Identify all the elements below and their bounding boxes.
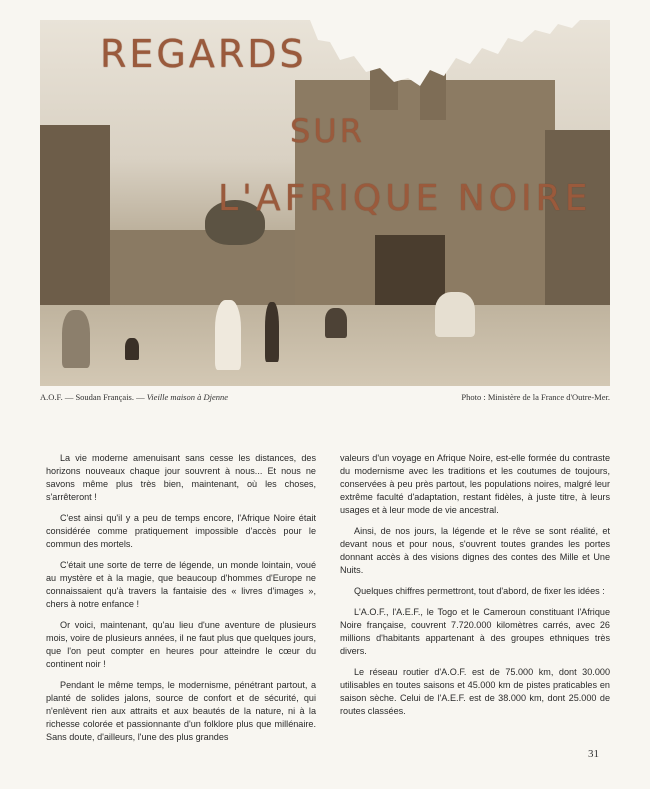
torn-paper-edge <box>310 20 580 90</box>
photo-figure <box>215 300 241 370</box>
photo-credit: Photo : Ministère de la France d'Outre-Mer. <box>461 392 610 402</box>
photo-figure <box>325 308 347 338</box>
paragraph: Pendant le même temps, le modernisme, pénétrant partout, a planté de solides jalons, source de confort et de sécurité, qui n'enlèvent rien aux attraits et aux beautés de la nature, ni à la richesse colorée et passionnante d'un folklore plus que millénaire. Sans doute, d'ailleurs, l'une des plus grandes <box>46 680 316 742</box>
paragraph: C'est ainsi qu'il y a peu de temps encore, l'Afrique Noire était considérée comme pratiquement impossible d'accès pour le commun des mortels. <box>46 513 316 549</box>
photo-figure <box>62 310 90 368</box>
photo-caption <box>40 392 228 402</box>
headline-line-3: L'AFRIQUE NOIRE <box>218 178 592 219</box>
photo-figure <box>435 292 475 337</box>
caption-title: Vieille maison à Djenne <box>146 392 229 402</box>
photo-figure <box>265 302 279 362</box>
headline-line-1: REGARDS <box>100 32 307 76</box>
photo-building-left <box>40 125 110 325</box>
text-column-right <box>340 452 610 726</box>
caption-location: A.O.F. — Soudan Français. — <box>40 392 147 402</box>
headline-line-2: SUR <box>290 112 365 150</box>
paragraph: La vie moderne amenuisant sans cesse les distances, des horizons nouveaux chaque jour souvrent à nous... Et nous ne savons même plus très bien, maintenant, où les choses, s'arrêteront ! <box>46 453 316 502</box>
paragraph: C'était une sorte de terre de légende, un monde lointain, voué au mystère et à la magie, que beaucoup d'hommes d'Europe ne connaissaient qu'à travers la fantaisie des « livres d'images », chers à notre enfance ! <box>46 560 316 609</box>
paragraph: Quelques chiffres permettront, tout d'abord, de fixer les idées : <box>354 586 605 596</box>
text-column-left <box>46 452 316 752</box>
paragraph: valeurs d'un voyage en Afrique Noire, est-elle formée du contraste du modernisme avec les traditions et les coutumes de toujours, conservées à peu près partout, les populations noires, malgré leur extrême faculté d'adaptation, restant fidèles, à juste titre, à leurs usages et à leur mode de vie ancestral. <box>340 453 610 515</box>
paragraph: Le réseau routier d'A.O.F. est de 75.000 km, dont 30.000 utilisables en toutes saisons et 45.000 km de pistes praticables en saison sèche. Celui de l'A.E.F. est de 38.000 km, dont 25.000 de routes classées. <box>340 667 610 716</box>
paragraph: L'A.O.F., l'A.E.F., le Togo et le Cameroun constituant l'Afrique Noire française, couvrent 7.720.000 kilomètres carrés, avec 26 millions d'habitants appartenant à des groupes ethniques très divers. <box>340 607 610 656</box>
page-number: 31 <box>588 748 599 760</box>
photo-figure <box>125 338 139 360</box>
paragraph: Or voici, maintenant, qu'au lieu d'une aventure de plusieurs mois, voire de plusieurs années, il ne faut plus que quelques jours, que l'on peut compter en heures pour atteindre le cœur du continent noir ! <box>46 620 316 669</box>
paragraph: Ainsi, de nos jours, la légende et le rêve se sont réalité, et devant nous et pour nous, s'ouvrent toutes grandes les portes donnant accès à des visions dignes des contes des Mille et Une Nuits. <box>340 526 610 575</box>
photo-wall <box>110 230 310 310</box>
